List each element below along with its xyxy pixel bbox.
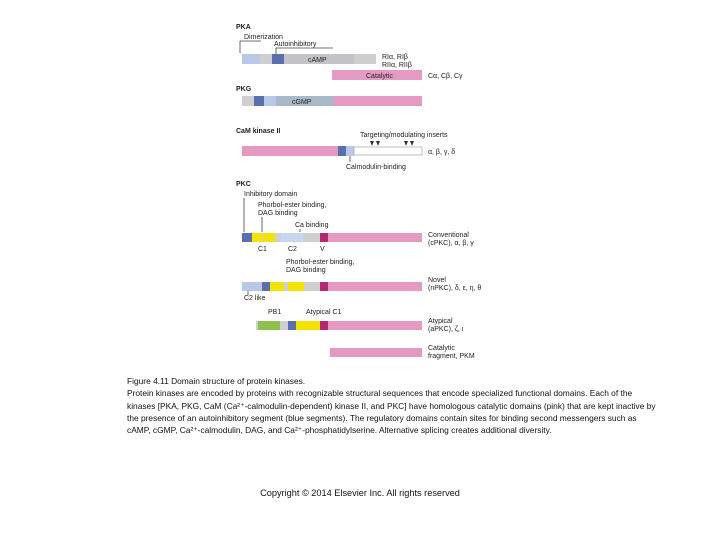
phorbol-label-2: Phorbol-ester binding, [286,259,355,266]
npkc-v [320,282,328,291]
dag-label-2: DAG binding [286,267,326,274]
phorbol-label-1: Phorbol-ester binding, [258,202,327,209]
pkg-leader [242,96,254,106]
pkc-title: PKC [236,181,251,188]
npkc-catalytic [328,282,422,291]
cpkc-v [320,233,328,242]
catalytic-isoforms: Cα, Cβ, Cγ [428,73,463,80]
c1-label: C1 [258,246,267,253]
npkc-c1a [270,282,284,291]
novel-isoforms: (nPKC), δ, ε, η, θ [428,285,482,292]
catalytic-fragment-label: Catalytic [428,345,455,352]
camk-catalytic-domain [242,146,338,156]
calmodulin-label: Calmodulin-binding [346,164,406,171]
novel-label: Novel [428,277,446,284]
v-label: V [320,246,325,253]
ri-isoforms: RIα, RIβ [382,54,408,61]
conventional-isoforms: (cPKC), α, β, γ [428,240,474,247]
inhibitory-domain-label: Inhibitory domain [244,191,298,198]
atypical-c1-label: Atypical C1 [306,309,342,316]
pka-dimerization-domain [242,54,260,64]
insert-marker-1 [370,141,374,146]
apkc-catalytic [328,321,422,330]
conventional-label: Conventional [428,232,469,239]
camk-calmodulin-binding [346,146,354,156]
cpkc-c2 [281,233,303,242]
cpkc-pseudosubstrate [242,233,252,242]
caption-title: Figure 4.11 Domain structure of protein kinases. [127,376,306,386]
apkc-v [320,321,328,330]
apkc-pb1 [258,321,280,330]
pb1-label: PB1 [268,309,282,316]
ca-binding-label: Ca binding [295,222,329,229]
dag-label-1: DAG binding [258,210,298,217]
insert-marker-3 [404,141,408,146]
apkc-atypical-c1 [296,321,320,330]
c2-label: C2 [288,246,297,253]
apkc-pseudosubstrate [288,321,296,330]
rii-isoforms: RIIα, RIIβ [382,62,412,69]
caption-body: Protein kinases are encoded by proteins with recognizable structural sequences that encode specialized functional domains. Each of the kinases [PKA, PKG, CaM (Ca²⁺-calmodulin-dependent) kinase II, and PKC] have homologous catalytic domains (pink) that are kept inactive by the presence of an autoinhibitory segment (blue segments). The regulatory domains contain sites for binding second messengers such as cAMP, cGMP, Ca²⁺-calmodulin, DAG, and Ca²⁺-phosphatidylserine. Alternative splicing creates additional diversity. [127,388,656,436]
cpkc-c1a [252,233,262,242]
figure-caption [127,375,657,436]
insert-marker-2 [376,141,380,146]
npkc-c2-like [242,282,262,291]
atypical-label: Atypical [428,318,453,325]
pka-title: PKA [236,24,251,31]
autoinhibitory-label: Autoinhibitory [274,41,317,48]
pkg-autoinhibitory-segment [254,96,264,106]
cpkc-catalytic [328,233,422,242]
atypical-isoforms: (aPKC), ζ, ι [428,326,464,333]
camk-isoforms: α, β, γ, δ [428,149,456,156]
insert-marker-4 [410,141,414,146]
cpkc-c1b [263,233,275,242]
camk-title: CaM kinase II [236,128,281,135]
copyright-notice: Copyright © 2014 Elsevier Inc. All rights reserved [260,488,460,498]
pkg-catalytic-domain [334,96,422,106]
dimerization-label: Dimerization [244,34,283,41]
cgmp-label: cGMP [292,99,312,106]
npkc-pseudosubstrate [262,282,270,291]
pkg-title: PKG [236,86,252,93]
camk-autoinhibitory-segment [338,146,346,156]
pkm-catalytic-fragment [330,348,422,357]
c2-like-label: C2 like [244,295,266,302]
targeting-label: Targeting/modulating inserts [360,132,448,139]
npkc-c1b [288,282,304,291]
camp-label: cAMP [308,57,327,64]
pka-autoinhibitory-segment [272,54,284,64]
pkm-label: fragment, PKM [428,353,475,360]
camk-association-domain [354,147,422,155]
catalytic-label: Catalytic [366,73,393,80]
pkg-linker [264,96,276,106]
